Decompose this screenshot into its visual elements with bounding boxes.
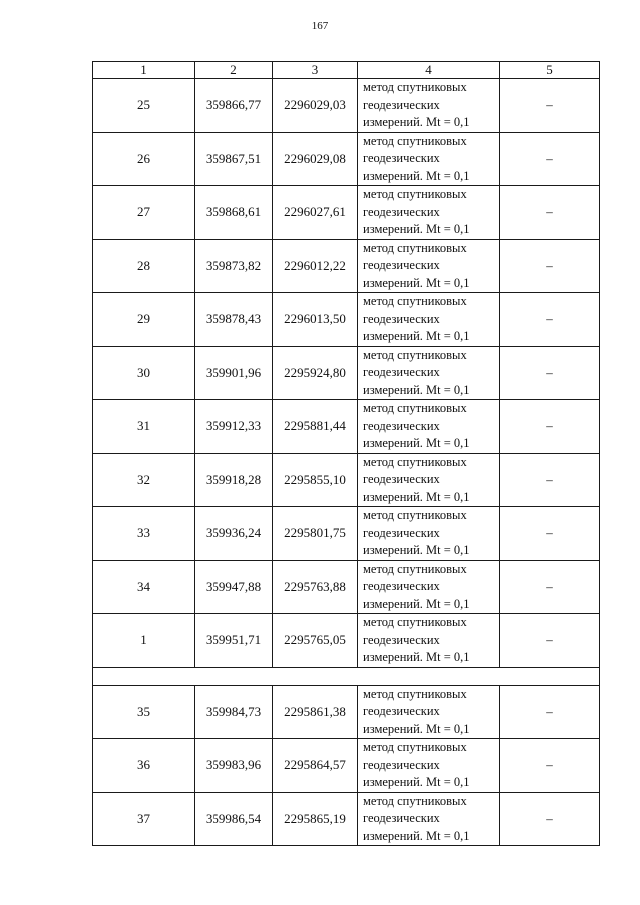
coordinate-x: 359984,73	[195, 685, 273, 739]
table-row	[93, 685, 600, 739]
method-line: геодезических	[363, 151, 440, 165]
point-number: 28	[93, 239, 195, 293]
method-line: геодезических	[363, 97, 440, 112]
method-line: измерений. Mt = 0,1	[363, 489, 470, 504]
coordinate-x: 359983,96	[195, 739, 273, 793]
method-line: измерений. Mt = 0,1	[363, 721, 470, 736]
notes-dash: –	[500, 293, 600, 347]
method-line: метод спутниковых	[363, 294, 467, 308]
point-number: 31	[93, 400, 195, 454]
notes-dash: –	[500, 739, 600, 793]
header-cell-2: 2	[195, 62, 273, 79]
header-cell-3: 3	[273, 62, 358, 79]
method-line: метод спутниковых	[363, 240, 467, 255]
coordinate-x: 359951,71	[195, 614, 273, 668]
coordinate-x: 359873,82	[195, 239, 273, 293]
method-line: измерений. Mt = 0,1	[363, 650, 470, 664]
method-description	[358, 614, 500, 668]
point-number: 26	[93, 132, 195, 186]
coordinate-y: 2296027,61	[273, 186, 358, 240]
coordinate-y: 2295881,44	[273, 400, 358, 454]
coordinate-x: 359918,28	[195, 453, 273, 507]
method-line: геодезических	[363, 311, 440, 326]
coordinate-y: 2295861,38	[273, 685, 358, 739]
table-row	[93, 186, 600, 240]
coordinate-y: 2295801,75	[273, 507, 358, 561]
method-line: метод спутниковых	[363, 561, 467, 576]
header-cell-5: 5	[500, 62, 600, 79]
coordinate-y: 2296029,08	[273, 132, 358, 186]
method-line: геодезических	[363, 365, 440, 379]
coordinate-x: 359878,43	[195, 293, 273, 347]
method-line: измерений. Mt = 0,1	[363, 596, 470, 611]
coordinate-x: 359901,96	[195, 346, 273, 400]
table-row	[93, 346, 600, 400]
coordinate-x: 359868,61	[195, 186, 273, 240]
table-body	[93, 62, 600, 846]
coordinates-table	[92, 61, 600, 846]
point-number: 35	[93, 685, 195, 739]
method-description	[358, 293, 500, 347]
coordinate-y: 2295763,88	[273, 560, 358, 614]
method-line: измерений. Mt = 0,1	[363, 275, 470, 290]
coordinate-y: 2295864,57	[273, 739, 358, 793]
table-row	[93, 614, 600, 668]
point-number: 34	[93, 560, 195, 614]
coordinate-x: 359936,24	[195, 507, 273, 561]
table-row	[93, 453, 600, 507]
method-description	[358, 239, 500, 293]
table-row	[93, 132, 600, 186]
method-description	[358, 400, 500, 454]
notes-dash: –	[500, 79, 600, 133]
method-line: измерений. Mt = 0,1	[363, 168, 470, 183]
method-line: измерений. Mt = 0,1	[363, 543, 470, 557]
method-line: измерений. Mt = 0,1	[363, 382, 470, 397]
point-number: 1	[93, 614, 195, 668]
method-description	[358, 792, 500, 846]
table-row	[93, 739, 600, 793]
method-line: геодезических	[363, 704, 440, 718]
coordinate-y: 2295855,10	[273, 453, 358, 507]
notes-dash: –	[500, 685, 600, 739]
header-cell-1: 1	[93, 62, 195, 79]
notes-dash: –	[500, 792, 600, 846]
method-line: измерений. Mt = 0,1	[363, 775, 470, 789]
method-line: геодезических	[363, 525, 440, 540]
method-description	[358, 560, 500, 614]
method-description	[358, 346, 500, 400]
point-number: 25	[93, 79, 195, 133]
header-cell-4: 4	[358, 62, 500, 79]
notes-dash: –	[500, 186, 600, 240]
notes-dash: –	[500, 346, 600, 400]
method-line: метод спутниковых	[363, 686, 467, 701]
method-line: метод спутниковых	[363, 347, 467, 362]
point-number: 30	[93, 346, 195, 400]
table-row	[93, 792, 600, 846]
coordinate-y: 2296013,50	[273, 293, 358, 347]
table-row	[93, 79, 600, 133]
coordinate-x: 359947,88	[195, 560, 273, 614]
coordinate-x: 359866,77	[195, 79, 273, 133]
method-description	[358, 507, 500, 561]
coordinates-table-container	[92, 61, 599, 846]
method-line: метод спутниковых	[363, 454, 467, 469]
coordinate-y: 2296012,22	[273, 239, 358, 293]
coordinate-x: 359912,33	[195, 400, 273, 454]
separator-cell	[93, 667, 600, 685]
method-line: измерений. Mt = 0,1	[363, 115, 470, 129]
table-row	[93, 507, 600, 561]
coordinate-x: 359986,54	[195, 792, 273, 846]
method-description	[358, 186, 500, 240]
separator-row	[93, 667, 600, 685]
method-line: метод спутниковых	[363, 793, 467, 808]
method-line: геодезических	[363, 204, 440, 219]
method-line: геодезических	[363, 418, 440, 433]
method-line: геодезических	[363, 472, 440, 486]
method-description	[358, 739, 500, 793]
table-row	[93, 239, 600, 293]
point-number: 37	[93, 792, 195, 846]
table-row	[93, 293, 600, 347]
notes-dash: –	[500, 400, 600, 454]
method-description	[358, 132, 500, 186]
notes-dash: –	[500, 132, 600, 186]
table-row	[93, 560, 600, 614]
method-line: измерений. Mt = 0,1	[363, 436, 470, 450]
page-number: 167	[311, 20, 329, 32]
coordinate-x: 359867,51	[195, 132, 273, 186]
table-row	[93, 400, 600, 454]
point-number: 32	[93, 453, 195, 507]
method-line: геодезических	[363, 579, 440, 593]
method-line: метод спутниковых	[363, 133, 467, 148]
method-line: измерений. Mt = 0,1	[363, 329, 470, 343]
notes-dash: –	[500, 239, 600, 293]
point-number: 29	[93, 293, 195, 347]
method-line: метод спутниковых	[363, 508, 467, 522]
method-line: измерений. Mt = 0,1	[363, 222, 470, 236]
method-description	[358, 685, 500, 739]
point-number: 33	[93, 507, 195, 561]
header-row	[93, 62, 600, 79]
method-line: метод спутниковых	[363, 80, 467, 94]
notes-dash: –	[500, 560, 600, 614]
point-number: 36	[93, 739, 195, 793]
coordinate-y: 2295924,80	[273, 346, 358, 400]
method-line: геодезических	[363, 258, 440, 272]
method-line: измерений. Mt = 0,1	[363, 828, 470, 843]
method-line: геодезических	[363, 757, 440, 772]
method-description	[358, 79, 500, 133]
method-line: метод спутниковых	[363, 740, 467, 754]
method-description	[358, 453, 500, 507]
method-line: метод спутниковых	[363, 187, 467, 201]
coordinate-y: 2295865,19	[273, 792, 358, 846]
point-number: 27	[93, 186, 195, 240]
notes-dash: –	[500, 614, 600, 668]
method-line: метод спутниковых	[363, 401, 467, 415]
coordinate-y: 2295765,05	[273, 614, 358, 668]
coordinate-y: 2296029,03	[273, 79, 358, 133]
notes-dash: –	[500, 453, 600, 507]
method-line: метод спутниковых	[363, 615, 467, 629]
method-line: геодезических	[363, 811, 440, 825]
notes-dash: –	[500, 507, 600, 561]
method-line: геодезических	[363, 632, 440, 647]
